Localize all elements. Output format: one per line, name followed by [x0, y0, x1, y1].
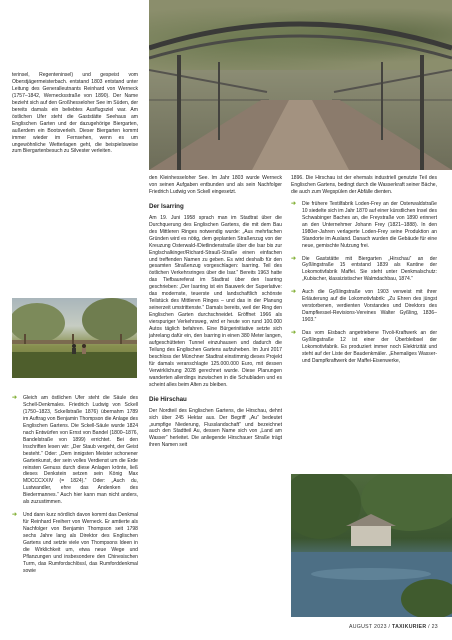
list-item-text: Und dann kurz nördlich davon kommt das Denkmal für Reinhard Freiherr von Werneck. Er amtierte als Nachfolger von Benjamin Thompson seit 1798 sechs Jahre lang als Direktor des Englischen Gartens und setzte viele von Thompsons Ideen in die Wirklichkeit um, etwa neue Wege und Pflanzungen und insbesondere den Chinesischen Turm, das Rumfordschlössl, das Rumforddenkmal sowie [23, 512, 138, 574]
list-item [291, 256, 437, 284]
list-item [12, 395, 138, 506]
section-heading-isarring: Der Isarring [149, 202, 184, 210]
section-heading-hirschau: Die Hirschau [149, 395, 187, 403]
column-2-intro-text: den Kleinhesseloher See. Im Jahr 1803 wurde Werneck von seinen Aufgaben entbunden und als sein Nachfolger Friedrich Ludwig von Sckell eingesetzt. [149, 175, 282, 195]
issue-date: AUGUST 2023 [348, 624, 387, 630]
list-item-text: Auch die Gyßlingstraße von 1903 verweist mit ihrer Erläuterung auf die Lokomotivfabrik: „Zu Ehren des jüngst verstorbenen, verdienten Vorstandes und Direktors des Dampfkessel-Revisions-Vereines Walter Gyßling, 1836–1903.“ [302, 289, 437, 324]
column-3-intro-text: 1896. Die Hirschau ist der ehemals industriell genutzte Teil des Englischen Gartens, bedingt durch die Wasserkraft seiner Bäche, die auch zum Wegspülen der Abfälle dienten. [291, 175, 437, 195]
page-number: 23 [431, 624, 438, 630]
footer-separator: / [388, 624, 391, 630]
list-item-text: Gleich am östlichen Ufer steht die Säule des Schell-Denkmales. Friedrich Ludwig von Sckell (1750–1823, Sckellstraße 1876) übernahm 1789 im Auftrag von Benjamin Thompson die Anlage des Englischen Gartens. Die Sckell-Säule wurde 1824 nach Entwürfen von Ernst von Bandel (1800–1876, Bandelstraße von 1899) errichtet. Bei den Inschriften lesen wir: „Der Staub vergeht, der Geist besteht.“ Oder: „Dem innigsten Meister schonener Gartenkunst, der sein volles Verdienst um die Erde reinsten Genuss durch diese Anlagen krönte, ließ dieses Denkstein setzen sein König Max MDCCCXXIV (= 1824).“ Oder: „Auch du, Lustwandler, ehre das Andenken des Biedermannes.“ Auch hier kann man nicht anders, als zuzustimmen. [23, 395, 138, 506]
park-bridge-photo [12, 298, 137, 378]
list-item [291, 330, 437, 365]
footer-separator: / [428, 624, 430, 630]
isarring-body-text: Am 19. Juni 1958 sprach man im Stadtrat über die Durchquerung des Englischen Gartens, die mit dem Bau des Mittleren Ringes notwendig wurde: „Aus mehrfachen Gründen wird es nötig, dem geplanten Straßenzug von der Kreuzung Osterwald-/Dietlindenstraße über die Isar bis zur Englschalkinger/Richard-Strauß-Straße einen einfachen und treffenden Namen zu geben. Es wird deshalb für den gesamten Straßenzug vorgeschlagen: Isarring. Teil des östlichen Verkehrsringes über die Isar.“ Bereits 1963 hatte das Tiefbaureferat im Stadtrat über den Isarring geschrieben: „Der Isarring ist ein Bauwerk der Superlative: das modernste, teuerste und landschaftlich schönste Teilstück des Mittleren Ringes – und das in der Planung seinerzeit umstrittenste.“ Damals bereits, weil der Ring den Englischen Garten durchschneidet. Eröffnet 1966 als vierspuriger Verkehrsweg, wird er heute von rund 100.000 Autos täglich befahren. Eine Bürgerinitiative setzte sich jahrelang dafür ein, den Isarring in einen 380 Meter langen, aufgeschütteten Tunnel einzuhausen und dadurch die Teilung des Englischen Gartens aufzuheben. Im Juni 2017 beschloss der Münchner Stadtrat einstimmig dieses Projekt für damals veranschlagte 125.000.000 Euro, mit dessen Verwirklichung 2028 gerechnet wurde. Diese Planungen wanderten allerdings inzwischen in die Schubladen und es scheint alles beim Alten zu bleiben. [149, 214, 282, 388]
magazine-name: TAXIKURIER [392, 624, 427, 630]
lake-photo [291, 474, 452, 617]
list-item-text: Die Gaststätte mit Biergarten „Hirschau“ an der Gyßlingstraße 15 entstand 1839 als Kantine der Lokomotivfabrik Maffei. Sie steht unter Denkmalschutz: „Kubischer, klassizistischer Walmdachbau, 1874.“ [302, 255, 437, 283]
arrow-right-icon: ➜ [12, 395, 18, 401]
column-1-bullets [12, 395, 138, 581]
list-item-text: Die frühere Textilfabrik Loden-Frey an der Osterwaldstraße 10 siedelte sich im Jahr 1870 auf einer künstlichen Insel des Schwabinger Baches an, die Freystraße von 1890 erinnert an den Unternehmer Johann Frey (1821–1888). In den 1980er-Jahren verlagerte Loden-Frey seine Produktion an Standorte im Ausland. Danach wurden die Gebäude für eine neue, gemischte Nutzung frei. [302, 200, 437, 249]
arrow-right-icon: ➜ [291, 200, 297, 207]
lake-scene [291, 474, 452, 617]
list-item [291, 289, 437, 324]
park-scene [12, 298, 137, 378]
list-item [291, 201, 437, 250]
bridge-structure [149, 0, 452, 170]
hirschau-body-text: Der Nordteil des Englischen Gartens, die Hirschau, dehnt sich über 245 Hektar aus. Der Begriff „Au“ bedeutet „sumpfige Niederung, Flusslandschaft“ und bezeichnet auch den Stadtteil Au, dessen Name sich von „Land am Wasser“ herleitet. Die anliegende Hirschauer Straße trägt ihren Namen seit [149, 407, 282, 449]
column-1-intro-text: terinsel, Regenteninsel) und gespeist vom Oberstjägermeisterbach. entstand 1803 entstand unter Leitung des Generalleutnants Reinhard von Werneck (1757–1842, Wernecksstraße von 1890). Der Name bezieht sich auf den Großhesseloher See im Süden, der bereits damals ein beliebtes Ausflugsziel war. Am östlichen Ufer steht die Gaststätte Seehaus am Englischen Garten und der dazugehörige Biergarten, außerdem ein Bootsverleih. Dieser Biergarten kommt immer wieder im Fernsehen, wenn es um ungewöhnliche Wetterlagen geht, die beispielsweise zum Biergartenbesuch zu Silvester verleiten. [12, 72, 138, 155]
list-item-text: Das vom Eisbach angetriebene Tivoli-Kraftwerk an der Gyßlingstraße 12 ist einer der Überbleibsel der Lokomotivfabrik. Es produziert immer noch Elektrizität und steht auf der Liste der Baudenkmäler. „Ehemaliges Wasser- und Dampfkraftwerk der Maffei-Eisenwerke, [302, 330, 437, 364]
arrow-right-icon: ➜ [12, 512, 18, 519]
column-1-intro [12, 72, 138, 155]
arrow-right-icon: ➜ [291, 330, 297, 337]
list-item [12, 512, 138, 575]
bridge-photo [149, 0, 452, 170]
column-3 [291, 175, 437, 371]
column-2 [149, 175, 282, 449]
arrow-right-icon: ➜ [291, 289, 297, 296]
page-footer [349, 624, 438, 630]
arrow-right-icon: ➜ [291, 255, 297, 262]
